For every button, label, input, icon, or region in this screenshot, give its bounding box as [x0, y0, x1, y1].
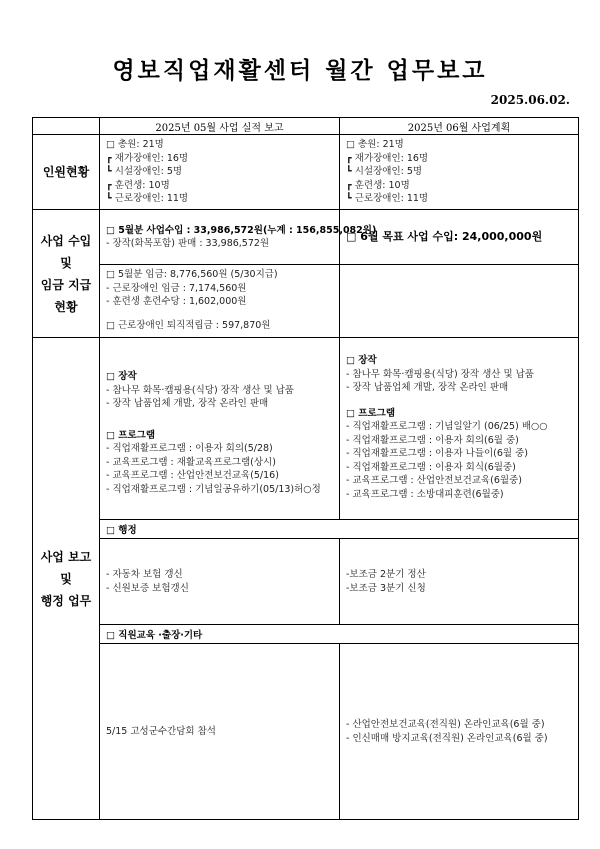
report-table [32, 117, 579, 820]
income-label-line: 현황 [54, 299, 78, 314]
wages-next [340, 265, 579, 338]
business-label-line: 및 [60, 571, 72, 586]
business-label-line: 사업 보고 [40, 549, 92, 564]
header-next: 2025년 06월 사업계획 [340, 118, 579, 135]
page-title: 영보직업재활센터 월간 업무보고 [112, 57, 488, 84]
business-current [100, 338, 340, 520]
program-item: - 교육프로그램 : 산업안전보건교육(6월중) [346, 475, 522, 486]
spacer [106, 411, 333, 429]
firewood-heading: □ 장작 [346, 355, 377, 366]
staff-worker: ┗ 근로장애인: 11명 [106, 193, 189, 204]
firewood-heading: □ 장작 [106, 371, 137, 382]
spacer [106, 309, 333, 319]
program-heading: □ 프로그램 [346, 407, 395, 419]
admin-item: -보조금 2분기 정산 [346, 569, 426, 580]
admin-item: - 자동차 보험 갱신 [106, 569, 183, 580]
firewood-item: - 참나무 화목·캠핑용(식당) 장작 생산 및 납품 [346, 368, 534, 380]
staff-home: ┏ 재가장애인: 16명 [346, 152, 429, 164]
business-label [33, 338, 100, 820]
business-next [340, 338, 579, 520]
staff-edu-item: 5/15 고성군수간담회 참석 [106, 725, 216, 737]
report-date: 2025.06.02. [490, 93, 570, 107]
admin-item: - 신원보증 보험갱신 [106, 582, 189, 594]
program-item: - 직업재활프로그램 : 이용자 회의(5/28) [106, 443, 273, 454]
wages-worker: - 근로장애인 임금 : 7,174,560원 [106, 282, 247, 294]
program-item: - 직업재활프로그램 : 이용자 회의(6월 중) [346, 434, 519, 446]
firewood-item: - 참나무 화목·캠핑용(식당) 장작 생산 및 납품 [106, 384, 294, 396]
program-heading: □ 프로그램 [106, 429, 155, 441]
program-item: - 직업재활프로그램 : 기념일알기 (06/25) 배○○ [346, 421, 548, 432]
staff-edu-item: - 산업안전보건교육(전직원) 온라인교육(6월 중) [346, 719, 545, 730]
staff-worker: ┗ 근로장애인: 11명 [346, 193, 429, 204]
staff-edu-next [340, 644, 579, 820]
program-item: - 직업재활프로그램 : 이용자 회식(6월중) [346, 461, 516, 473]
staff-trainee: ┏ 훈련생: 10명 [106, 179, 170, 191]
admin-current [100, 539, 340, 625]
revenue-firewood: - 장작(화목포함) 판매 : 33,986,572원 [106, 238, 270, 249]
header-empty [33, 118, 100, 135]
staff-edu-current [100, 644, 340, 820]
income-label [33, 210, 100, 338]
wages-trainee: - 훈련생 훈련수당 : 1,602,000원 [106, 296, 247, 307]
staff-facility: ┗ 시설장애인: 5명 [106, 166, 183, 177]
wages-total: □ 5월분 임금: 8,776,560원 (5/30지급) [106, 269, 278, 280]
admin-next [340, 539, 579, 625]
program-item: - 교육프로그램 : 재활교육프로그램(상시) [106, 456, 276, 468]
admin-item: -보조금 3분기 신청 [346, 582, 426, 594]
firewood-item: - 장작 납품업체 개발, 장작 온라인 판매 [346, 382, 509, 393]
income-label-line: 임금 지급 [40, 277, 92, 292]
revenue-total: □ 5월분 사업수입 : 33,986,572원(누계 : 156,855,082원) [106, 224, 377, 236]
revenue-target: □ 6월 목표 사업 수입: 24,000,000원 [340, 210, 579, 265]
spacer [346, 395, 572, 407]
program-item: - 직업재활프로그램 : 이용자 나들이(6월 중) [346, 448, 529, 459]
staff-total: □ 총원: 21명 [106, 139, 164, 150]
program-item: - 교육프로그램 : 산업안전보건교육(5/16) [106, 470, 279, 481]
income-current [100, 210, 377, 265]
program-item: - 직업재활프로그램 : 기념일공유하기(05/13)허○정 [106, 483, 321, 495]
staff-current [100, 135, 340, 210]
staff-next [340, 135, 579, 210]
staff-edu-header: □ 직원교육 ·출장·기타 [100, 625, 579, 644]
staff-edu-item: - 인신매매 방지교육(전직원) 온라인교육(6월 중) [346, 732, 548, 744]
staff-trainee: ┏ 훈련생: 10명 [346, 179, 410, 191]
staff-label: 인원현황 [33, 135, 100, 210]
business-label-line: 행정 업무 [40, 593, 92, 608]
staff-home: ┏ 재가장애인: 16명 [106, 152, 189, 164]
wages-retirement: □ 근로장애인 퇴직적립금 : 597,870원 [106, 319, 271, 331]
header-current: 2025년 05월 사업 실적 보고 [100, 118, 340, 135]
program-item: - 교육프로그램 : 소방대피훈련(6월중) [346, 488, 504, 500]
admin-header: □ 행정 [100, 520, 579, 539]
firewood-item: - 장작 납품업체 개발, 장작 온라인 판매 [106, 398, 269, 409]
staff-facility: ┗ 시설장애인: 5명 [346, 166, 423, 177]
income-label-line: 사업 수입 [40, 233, 92, 248]
staff-total: □ 총원: 21명 [346, 139, 404, 150]
income-label-line: 및 [60, 255, 72, 270]
wages-current [100, 265, 340, 338]
